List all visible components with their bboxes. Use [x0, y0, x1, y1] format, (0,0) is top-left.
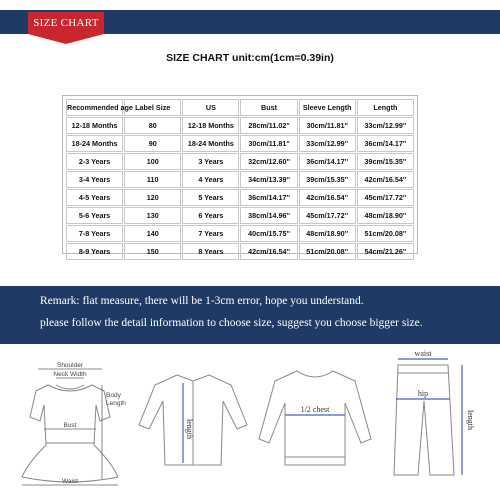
table-row	[66, 171, 414, 188]
table-row	[66, 189, 414, 206]
badge-ribbon	[28, 34, 104, 44]
table-cell: 5 Years	[182, 189, 239, 206]
dress-diagram	[0, 345, 140, 495]
waist-label: Waist	[61, 478, 79, 485]
table-cell: 8 Years	[182, 243, 239, 260]
table-cell: 34cm/13.39''	[240, 171, 297, 188]
col-recommended-age: Recommended age	[66, 99, 123, 116]
table-cell: 40cm/15.75''	[240, 225, 297, 242]
size-chart-badge: SIZE CHART	[28, 12, 104, 34]
dress-neckline	[56, 385, 84, 389]
table-cell: 30cm/11.81''	[299, 117, 356, 134]
table-cell: 120	[124, 189, 181, 206]
dress-outline	[22, 385, 118, 482]
table-cell: 39cm/15.35''	[357, 153, 414, 170]
pants-waist-label: waist	[414, 349, 432, 358]
table-cell: 7-8 Years	[66, 225, 123, 242]
table-cell: 150	[124, 243, 181, 260]
sweater-outline	[259, 371, 371, 465]
pants-hip-label: hip	[417, 389, 429, 398]
table-cell: 54cm/21.26''	[357, 243, 414, 260]
col-bust: Bust	[240, 99, 297, 116]
table-row	[66, 135, 414, 152]
table-header-row	[66, 99, 414, 116]
table-cell: 12-18 Months	[66, 117, 123, 134]
table-cell: 28cm/11.02''	[240, 117, 297, 134]
table-cell: 38cm/14.96''	[240, 207, 297, 224]
table-cell: 33cm/12.99''	[357, 117, 414, 134]
table-cell: 12-18 Months	[182, 117, 239, 134]
table-cell: 18-24 Months	[182, 135, 239, 152]
table-cell: 3 Years	[182, 153, 239, 170]
table-cell: 110	[124, 171, 181, 188]
pants-length-label: length	[466, 410, 475, 430]
table-cell: 39cm/15.35''	[299, 171, 356, 188]
table-cell: 51cm/20.08''	[299, 243, 356, 260]
size-table	[62, 95, 418, 254]
table-cell: 5-6 Years	[66, 207, 123, 224]
table-row	[66, 117, 414, 134]
table-cell: 36cm/14.17''	[240, 189, 297, 206]
pants-diagram	[378, 345, 500, 495]
remark-line-1: Remark: flat measure, there will be 1-3cm error, hope you understand.	[40, 295, 364, 307]
table-cell: 2-3 Years	[66, 153, 123, 170]
col-length: Length	[357, 99, 414, 116]
page-title: SIZE CHART unit:cm(1cm=0.39in)	[166, 52, 334, 64]
col-label-size: Label Size	[124, 99, 181, 116]
table-cell: 42cm/16.54''	[357, 171, 414, 188]
table-cell: 45cm/17.72''	[299, 207, 356, 224]
pants-outline	[394, 365, 454, 475]
col-sleeve-length: Sleeve Length	[299, 99, 356, 116]
table-row	[66, 225, 414, 242]
neck-width-label: Neck Width	[53, 371, 87, 378]
table-cell: 4 Years	[182, 171, 239, 188]
table-cell: 30cm/11.81''	[240, 135, 297, 152]
table-cell: 3-4 Years	[66, 171, 123, 188]
half-chest-label: 1/2 chest	[300, 405, 330, 414]
table-cell: 4-5 Years	[66, 189, 123, 206]
shirt-length-label: length	[185, 419, 194, 439]
table-cell: 45cm/17.72''	[357, 189, 414, 206]
remark-line-2: please follow the detail information to choose size, suggest you choose bigger size.	[40, 317, 423, 329]
table-cell: 48cm/18.90''	[299, 225, 356, 242]
body-length-label: Body Length	[106, 392, 126, 407]
shirt-diagram	[135, 345, 255, 495]
shoulder-label: Shoulder	[56, 362, 84, 369]
table-cell: 36cm/14.17''	[299, 153, 356, 170]
table-row	[66, 207, 414, 224]
table-cell: 36cm/14.17''	[357, 135, 414, 152]
table-cell: 18-24 Months	[66, 135, 123, 152]
table-cell: 100	[124, 153, 181, 170]
col-us: US	[182, 99, 239, 116]
table-cell: 7 Years	[182, 225, 239, 242]
table-cell: 90	[124, 135, 181, 152]
table-cell: 80	[124, 117, 181, 134]
bust-label: Bust	[63, 422, 77, 429]
table-cell: 42cm/16.54''	[299, 189, 356, 206]
table-cell: 8-9 Years	[66, 243, 123, 260]
table-cell: 33cm/12.99''	[299, 135, 356, 152]
table-cell: 130	[124, 207, 181, 224]
table-cell: 42cm/16.54''	[240, 243, 297, 260]
table-cell: 51cm/20.08''	[357, 225, 414, 242]
table-cell: 6 Years	[182, 207, 239, 224]
table-cell: 48cm/18.90''	[357, 207, 414, 224]
table-row	[66, 243, 414, 260]
table-row	[66, 153, 414, 170]
sweater-diagram	[255, 345, 375, 495]
table-cell: 140	[124, 225, 181, 242]
table-cell: 32cm/12.60''	[240, 153, 297, 170]
